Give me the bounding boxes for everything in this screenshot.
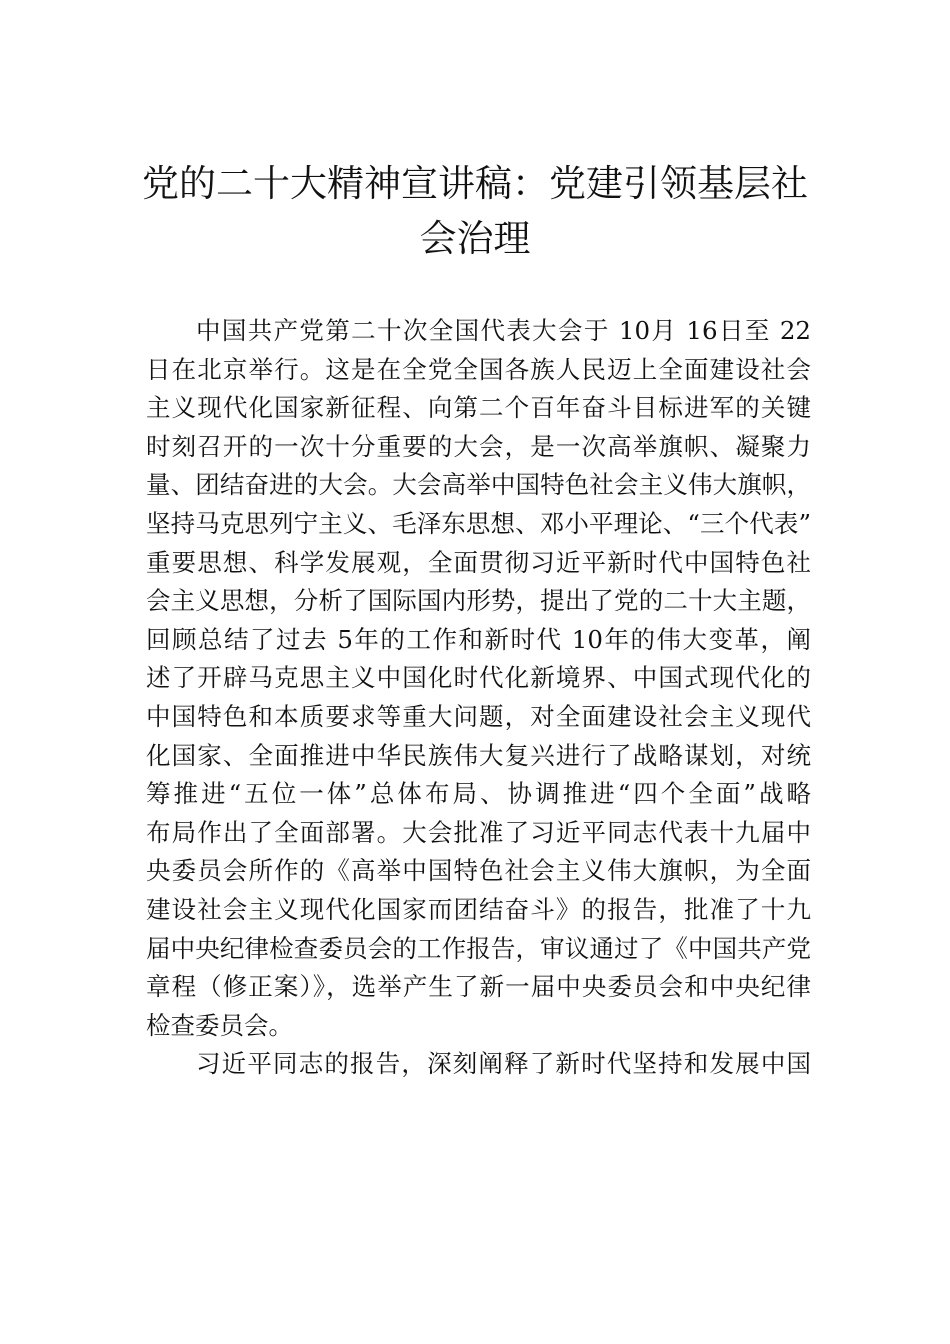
- text-line: 时刻召开的一次十分重要的大会，是一次高举旗帜、凝聚力: [146, 431, 811, 461]
- text-line: 中国共产党第二十次全国代表大会于 10月 16日至 22: [196, 316, 811, 345]
- text-line: 检查委员会。: [146, 1010, 293, 1040]
- text-line: 章程（修正案）》，选举产生了新一届中央委员会和中央纪律: [146, 972, 811, 1002]
- text-line: 央委员会所作的《高举中国特色社会主义伟大旗帜，为全面: [146, 856, 811, 886]
- text-line: 届中央纪律检查委员会的工作报告，审议通过了《中国共产党: [146, 933, 811, 963]
- text-line: 化国家、全面推进中华民族伟大复兴进行了战略谋划，对统: [146, 740, 811, 770]
- text-line: 回顾总结了过去 5年的工作和新时代 10年的伟大变革，阐: [146, 624, 811, 654]
- title-line-1: 党的二十大精神宣讲稿：党建引领基层社: [142, 162, 808, 205]
- paragraph-1: [146, 312, 811, 1045]
- text-line: 会主义思想，分析了国际国内形势，提出了党的二十大主题，: [146, 586, 811, 616]
- document-body: [146, 312, 811, 1084]
- text-line: 述了开辟马克思主义中国化时代化新境界、中国式现代化的: [146, 663, 811, 693]
- text-line: 重要思想、科学发展观，全面贯彻习近平新时代中国特色社: [146, 547, 811, 577]
- text-line: 筹推进“五位一体”总体布局、协调推进“四个全面”战略: [146, 779, 811, 809]
- text-line: 建设社会主义现代化国家而团结奋斗》的报告，批准了十九: [146, 894, 811, 924]
- paragraph-2: [146, 1045, 811, 1084]
- text-line: 中国特色和本质要求等重大问题，对全面建设社会主义现代: [146, 701, 811, 731]
- title-line-2: 会治理: [419, 217, 531, 260]
- text-line: 坚持马克思列宁主义、毛泽东思想、邓小平理论、“三个代表”: [146, 508, 811, 538]
- text-line: 布局作出了全面部署。大会批准了习近平同志代表十九届中: [146, 817, 811, 847]
- text-line: 量、团结奋进的大会。大会高举中国特色社会主义伟大旗帜，: [146, 470, 811, 500]
- text-line: 日在北京举行。这是在全党全国各族人民迈上全面建设社会: [146, 354, 811, 384]
- text-line: 主义现代化国家新征程、向第二个百年奋斗目标进军的关键: [146, 393, 811, 423]
- document-title: [140, 156, 810, 266]
- text-line: 习近平同志的报告，深刻阐释了新时代坚持和发展中国: [196, 1049, 811, 1079]
